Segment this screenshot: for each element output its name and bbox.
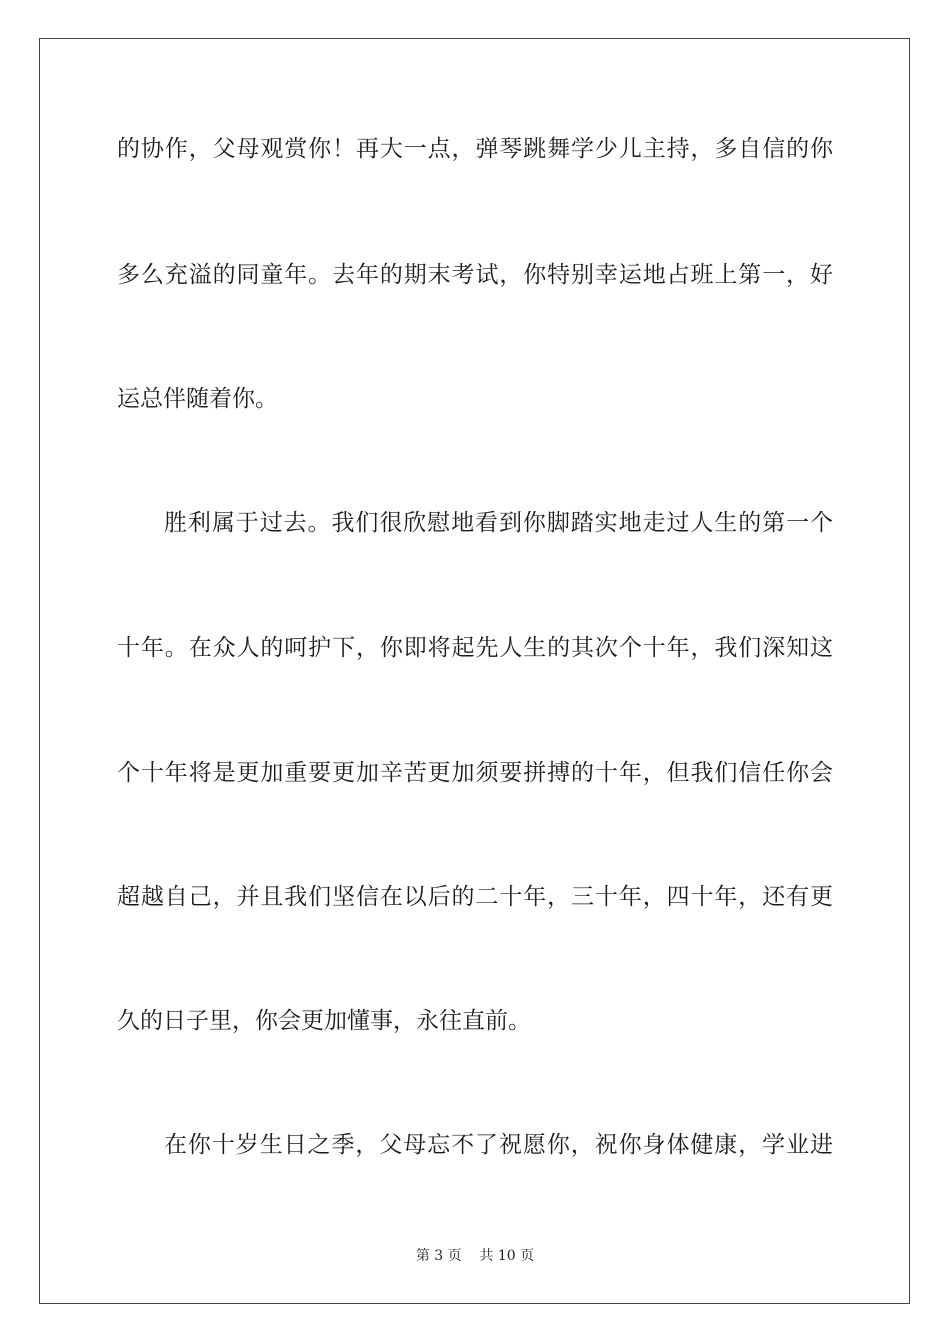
paragraph-line: 在你十岁生日之季，父母忘不了祝愿你，祝你身体健康，学业进 [164,1132,833,1158]
paragraph-line: 超越自己，并且我们坚信在以后的二十年，三十年，四十年，还有更 [117,884,833,910]
paragraph-line: 的协作，父母观赏你！再大一点，弹琴跳舞学少儿主持，多自信的你 [117,136,833,162]
paragraph-line: 多么充溢的同童年。去年的期末考试，你特别幸运地占班上第一，好 [117,262,833,288]
paragraph-line: 久的日子里，你会更加懂事，永往直前。 [117,1008,531,1034]
paragraph-line: 胜利属于过去。我们很欣慰地看到你脚踏实地走过人生的第一个 [164,510,833,536]
paragraph-line: 运总伴随着你。 [117,386,278,412]
paragraph-line: 个十年将是更加重要更加辛苦更加须要拼搏的十年，但我们信任你会 [117,760,833,786]
paragraph-line: 十年。在众人的呵护下，你即将起先人生的其次个十年，我们深知这 [117,635,833,661]
page-number-footer: 第 3 页 共 10 页 [415,1248,535,1264]
page-border [39,38,910,1304]
